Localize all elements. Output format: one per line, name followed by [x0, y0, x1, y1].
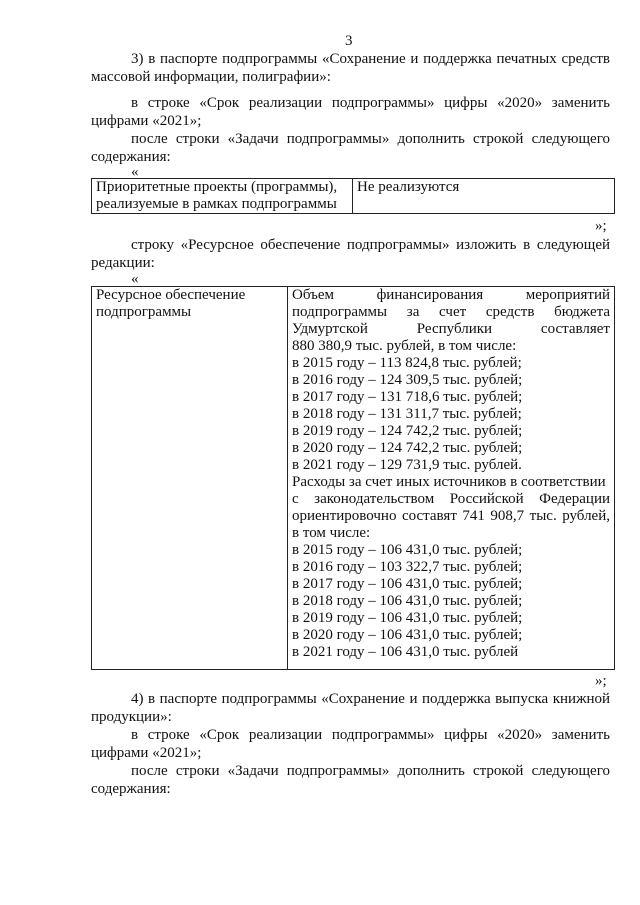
paragraph-4: 4) в паспорте подпрограммы «Сохранение и поддержка выпуска книжной продукции»:	[91, 691, 610, 725]
budget-year-line: в 2017 году – 131 718,6 тыс. рублей;	[292, 389, 523, 405]
budget-year-line: в 2018 году – 131 311,7 тыс. рублей;	[292, 406, 522, 422]
other-sources-line: Расходы за счет иных источников в соответствии	[292, 474, 606, 490]
budget-year-line: в 2019 году – 124 742,2 тыс. рублей;	[292, 423, 523, 439]
paragraph-3-term: в строке «Срок реализации подпрограммы» цифры «2020» заменить цифрами «2021»;	[91, 95, 610, 129]
other-sources-line: с законодательством Российской Федерации	[292, 491, 610, 507]
budget-year-line: в 2015 году – 113 824,8 тыс. рублей;	[292, 355, 522, 371]
open-quote-2: «	[131, 271, 139, 287]
table2-left-line: подпрограммы	[96, 304, 192, 320]
other-sources-line: в том числе:	[292, 525, 371, 541]
other-year-line: в 2019 году – 106 431,0 тыс. рублей;	[292, 610, 523, 626]
other-year-line: в 2017 году – 106 431,0 тыс. рублей;	[292, 576, 523, 592]
other-year-line: в 2015 году – 106 431,0 тыс. рублей;	[292, 542, 523, 558]
paragraph-3-add-row: после строки «Задачи подпрограммы» дополнить строкой следующего содержания:	[91, 131, 610, 165]
table1-left-cell	[92, 179, 353, 214]
paragraph-resource-row: строку «Ресурсное обеспечение подпрограммы» изложить в следующей редакции:	[91, 237, 610, 271]
budget-year-line: в 2020 году – 124 742,2 тыс. рублей;	[292, 440, 523, 456]
other-year-line: в 2020 году – 106 431,0 тыс. рублей;	[292, 627, 523, 643]
paragraph-4-term: в строке «Срок реализации подпрограммы» цифры «2020» заменить цифрами «2021»;	[91, 727, 610, 761]
priority-projects-table	[91, 178, 615, 214]
other-year-line: в 2018 году – 106 431,0 тыс. рублей;	[292, 593, 523, 609]
budget-intro-line: подпрограммы за счет средств бюджета	[292, 304, 610, 320]
table1-left-line: Приоритетные проекты (программы),	[96, 179, 338, 195]
paragraph-3: 3) в паспорте подпрограммы «Сохранение и поддержка печатных средств массовой информации, полиграфии»:	[91, 51, 610, 85]
close-quote-2: »;	[595, 673, 607, 689]
budget-intro-line: Объем финансирования мероприятий	[292, 287, 610, 303]
budget-year-line: в 2021 году – 129 731,9 тыс. рублей.	[292, 457, 522, 473]
budget-year-line: в 2016 году – 124 309,5 тыс. рублей;	[292, 372, 523, 388]
table2-right-cell	[288, 287, 615, 670]
other-year-line: в 2016 году – 103 322,7 тыс. рублей;	[292, 559, 523, 575]
open-quote-1: «	[131, 164, 139, 180]
close-quote-1: »;	[595, 218, 607, 234]
table2-left-line: Ресурсное обеспечение	[96, 287, 246, 303]
budget-intro-line: Удмуртской Республики составляет	[292, 321, 610, 337]
table1-right-cell: Не реализуются	[353, 179, 615, 214]
budget-intro-line: 880 380,9 тыс. рублей, в том числе:	[292, 338, 517, 354]
table2-left-cell	[92, 287, 288, 670]
table1-left-line: реализуемые в рамках подпрограммы	[96, 196, 337, 212]
paragraph-4-add-row: после строки «Задачи подпрограммы» дополнить строкой следующего содержания:	[91, 763, 610, 797]
resource-table	[91, 286, 615, 670]
page-number: 3	[345, 33, 353, 49]
other-year-line: в 2021 году – 106 431,0 тыс. рублей	[292, 644, 519, 660]
other-sources-line: ориентировочно составят 741 908,7 тыс. рублей,	[292, 508, 610, 524]
